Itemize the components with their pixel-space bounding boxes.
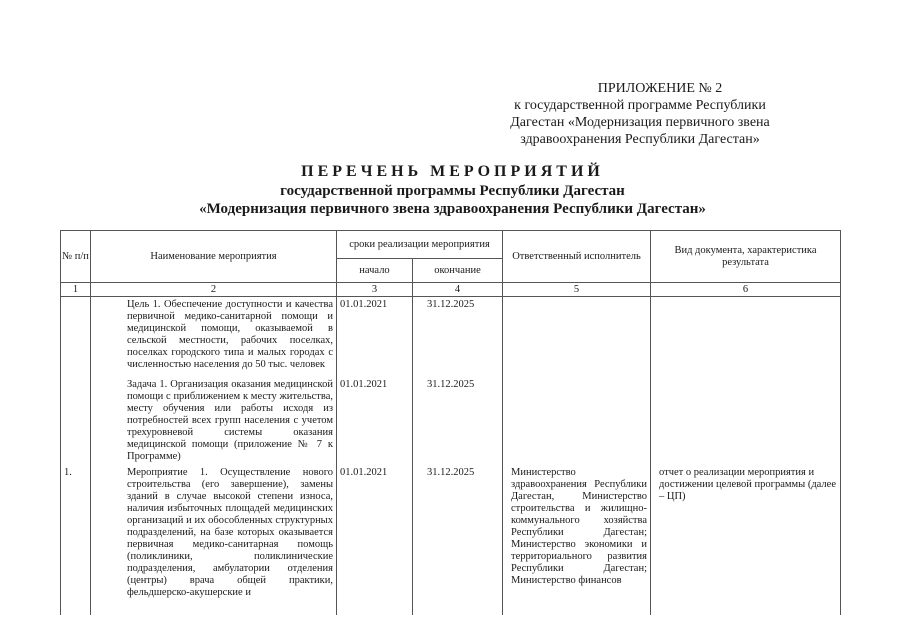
row-name: Мероприятие 1. Осуществление нового строительства (его завершение), замены зданий в случае высокой степени износа, наличия избыточных площадей медицинских организаций и их обособленных структурных подразделений, на базе которых оказывается первичная медико-санитарная помощь (поликлиники, поликлинические подразделения, амбулатории отделения (центры) врача общей практики, фельдшерско-акушерские и bbox=[91, 465, 337, 615]
header-doc: Вид документа, характеристика результата bbox=[651, 231, 841, 283]
row-name: Задача 1. Организация оказания медицинской помощи с приближением к месту жительства, месту обучения или работы исходя из потребностей всех групп населения с учетом трехуровневой системы оказания медицинской помощи (приложение № 7 к Программе) bbox=[91, 377, 337, 465]
row-executor: Министерство здравоохранения Республики Дагестан, Министерство строительства и жилищно-коммунального хозяйства Республики Дагестан; Министерство экономики и территориального развития Республики Дагестан; Министерство финансов bbox=[503, 465, 651, 615]
appendix-line: Дагестан «Модернизация первичного звена bbox=[510, 115, 770, 130]
row-end: 31.12.2025 bbox=[413, 377, 503, 465]
row-doc: отчет о реализации мероприятия и достижении целевой программы (далее – ЦП) bbox=[651, 465, 841, 615]
col-number: 5 bbox=[503, 283, 651, 297]
col-number: 1 bbox=[61, 283, 91, 297]
header-start: начало bbox=[337, 259, 413, 283]
row-doc bbox=[651, 297, 841, 377]
appendix-line: к государственной программе Республики bbox=[514, 98, 766, 113]
row-num bbox=[61, 297, 91, 377]
activities-table bbox=[60, 230, 841, 615]
row-start: 01.01.2021 bbox=[337, 465, 413, 615]
appendix-number: ПРИЛОЖЕНИЕ № 2 bbox=[597, 81, 723, 96]
row-num bbox=[61, 377, 91, 465]
header-num: № п/п bbox=[61, 231, 91, 283]
title-sub: «Модернизация первичного звена здравоохранения Республики Дагестан» bbox=[199, 201, 706, 217]
title-sub: государственной программы Республики Дагестан bbox=[280, 183, 625, 199]
row-executor bbox=[503, 377, 651, 465]
row-doc bbox=[651, 377, 841, 465]
document-title bbox=[80, 162, 825, 218]
col-number: 6 bbox=[651, 283, 841, 297]
col-number: 4 bbox=[413, 283, 503, 297]
table-row bbox=[61, 377, 841, 465]
appendix-line: здравоохранения Республики Дагестан» bbox=[520, 132, 760, 147]
row-start: 01.01.2021 bbox=[337, 297, 413, 377]
header-executor: Ответственный исполнитель bbox=[503, 231, 651, 283]
table-row bbox=[61, 465, 841, 615]
row-name: Цель 1. Обеспечение доступности и качества первичной медико-санитарной помощи и медицинской помощи, оказываемой в сельской местности, рабочих поселках, поселках городского типа и малых городах с численностью населения до 50 тыс. человек bbox=[91, 297, 337, 377]
header-name: Наименование мероприятия bbox=[91, 231, 337, 283]
table-row bbox=[61, 297, 841, 377]
header-end: окончание bbox=[413, 259, 503, 283]
col-number: 3 bbox=[337, 283, 413, 297]
col-number: 2 bbox=[91, 283, 337, 297]
row-num: 1. bbox=[61, 465, 91, 615]
row-start: 01.01.2021 bbox=[337, 377, 413, 465]
row-end: 31.12.2025 bbox=[413, 297, 503, 377]
row-end: 31.12.2025 bbox=[413, 465, 503, 615]
appendix-header bbox=[450, 80, 830, 148]
row-executor bbox=[503, 297, 651, 377]
title-main: ПЕРЕЧЕНЬ МЕРОПРИЯТИЙ bbox=[301, 163, 604, 180]
header-period: сроки реализации мероприятия bbox=[337, 231, 503, 259]
